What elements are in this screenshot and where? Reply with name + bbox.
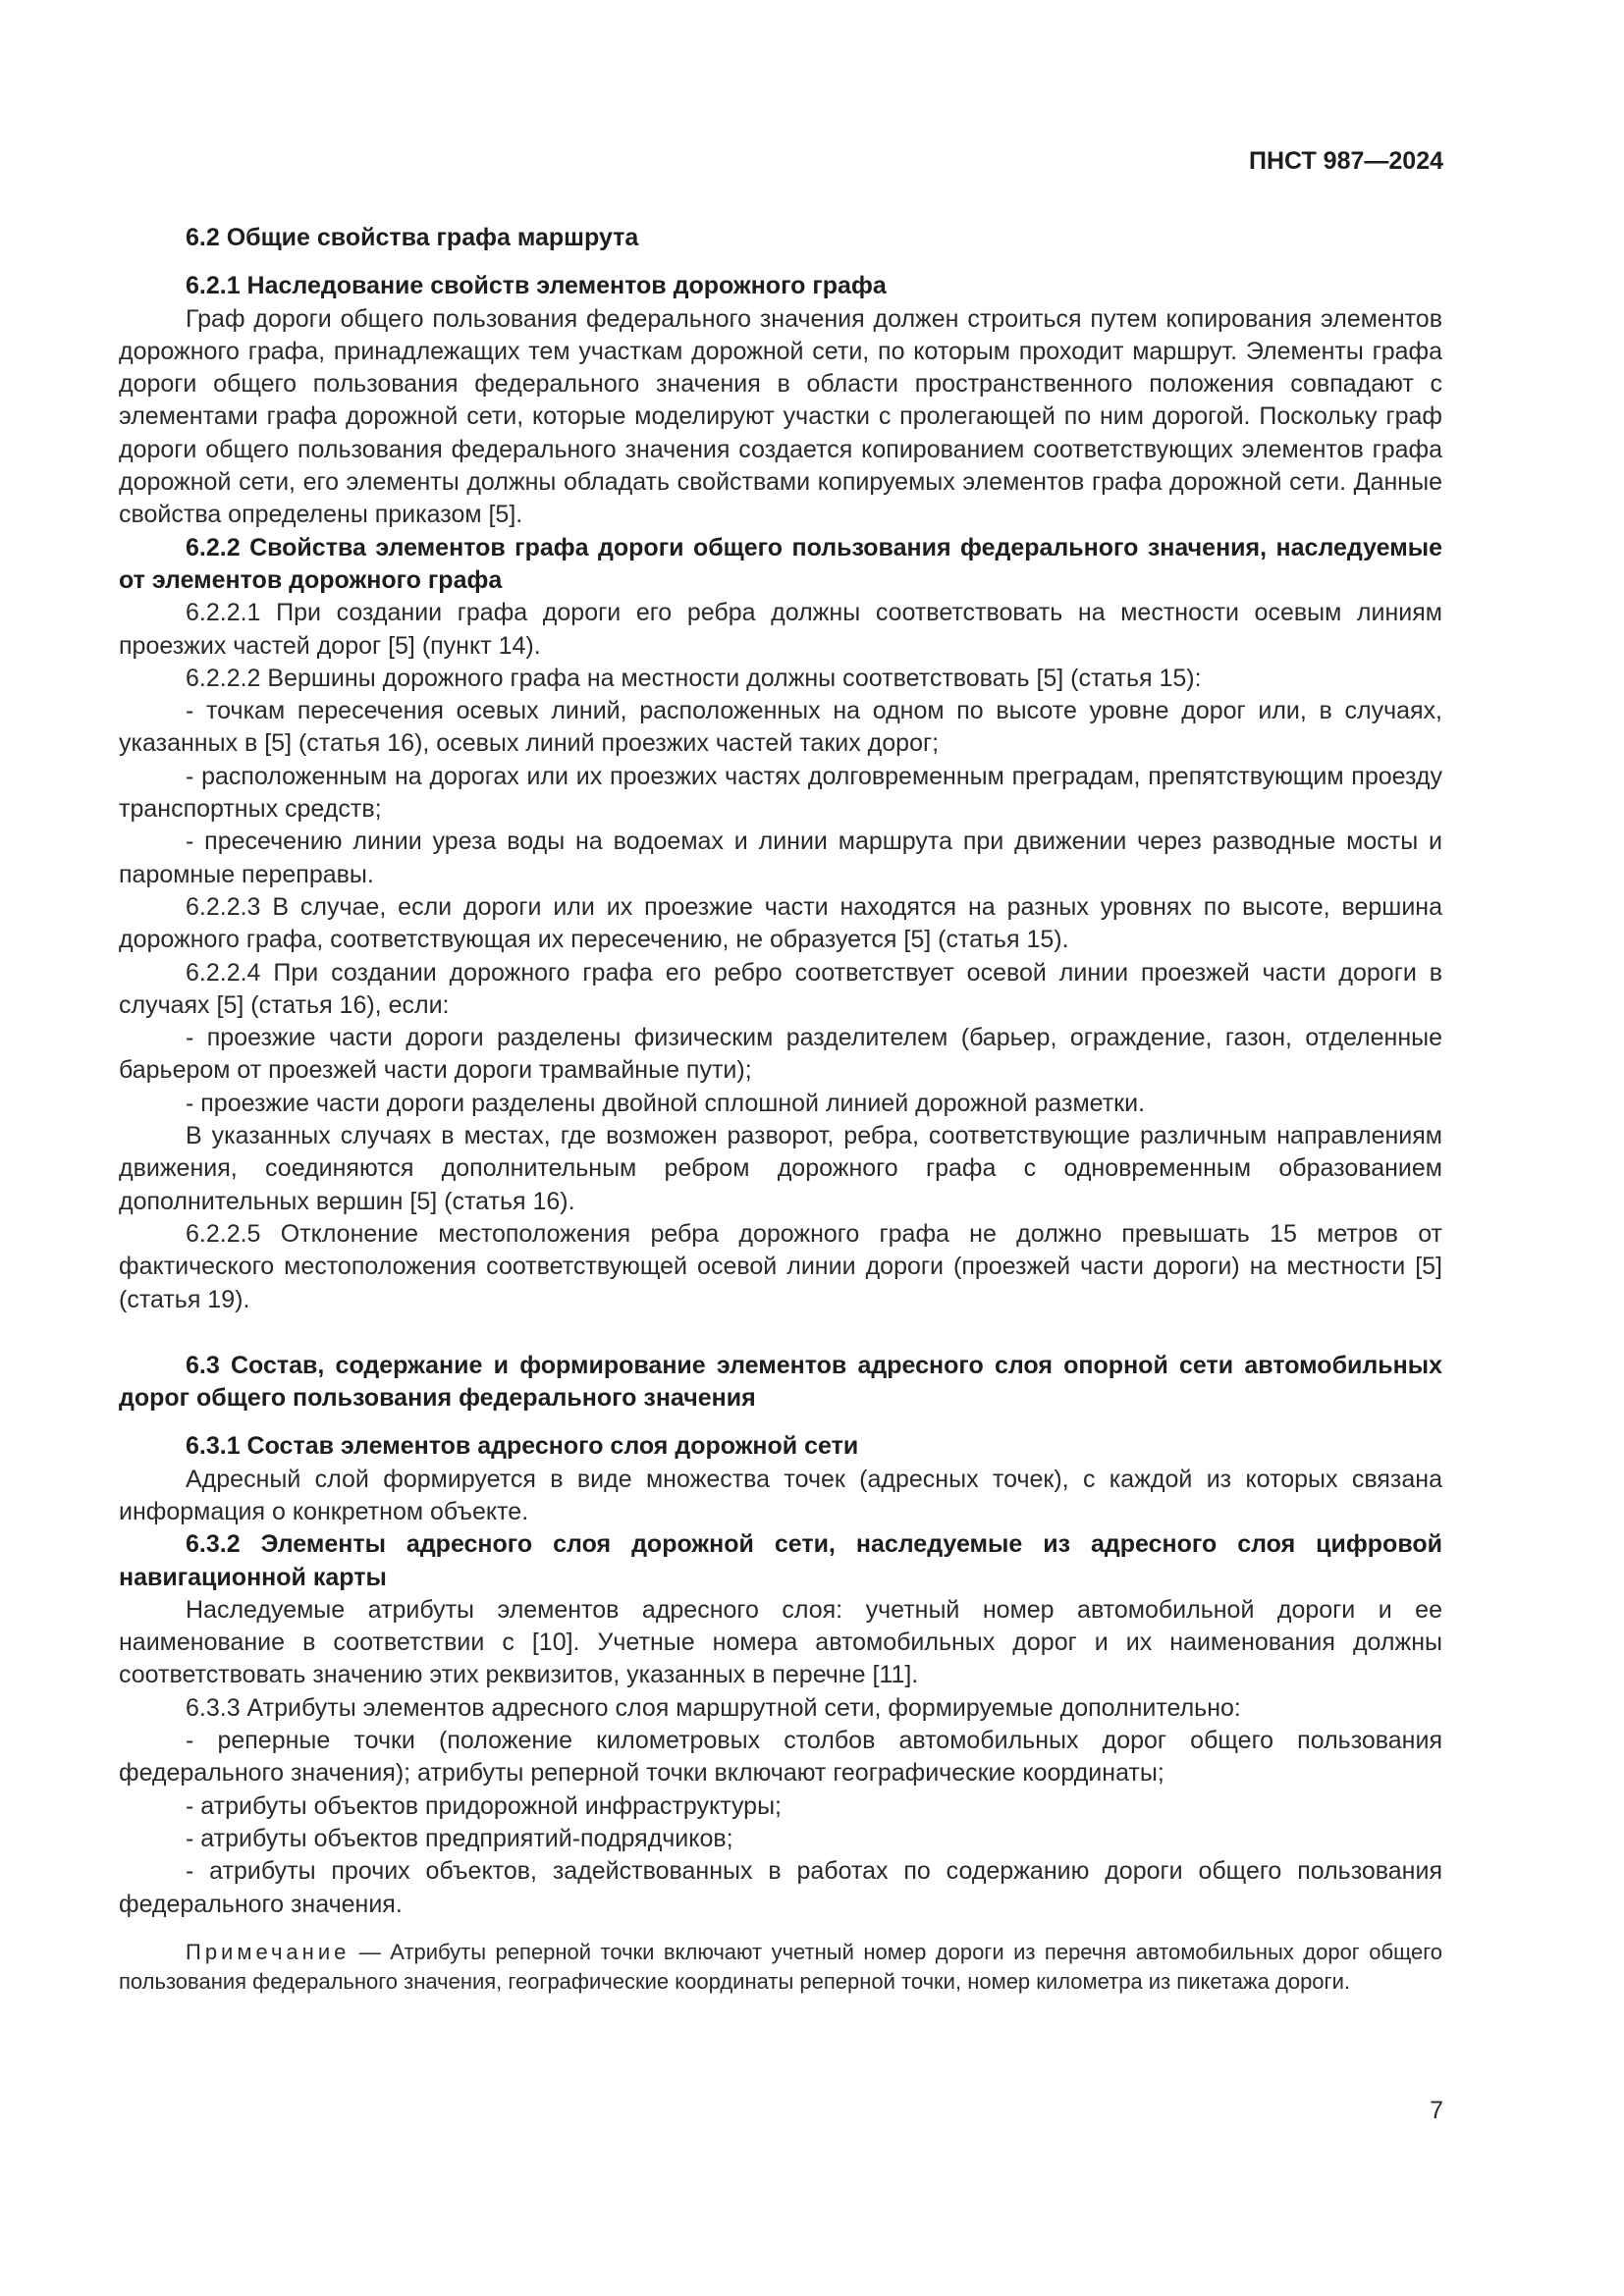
document-code: ПНСТ 987—2024	[1249, 147, 1443, 175]
paragraph: 6.2.2.2 Вершины дорожного графа на местности должны соответствовать [5] (статья 15):	[186, 664, 1202, 692]
list-item: - проезжие части дороги разделены физическим разделителем (барьер, ограждение, газон, отделенные барьером от проезжей части дороги трамвайные пути);	[119, 1024, 1442, 1085]
subsection-heading-6-3-2: 6.3.2 Элементы адресного слоя дорожной сети, наследуемые из адресного слоя цифровой навигационной карты	[119, 1530, 1442, 1591]
note-label: Примечание	[186, 1939, 351, 1964]
subsection-heading-6-2-2: 6.2.2 Свойства элементов графа дороги общего пользования федерального значения, наследуемые от элементов дорожного графа	[119, 533, 1442, 594]
page-number: 7	[1430, 2097, 1443, 2124]
list-item: - пресечению линии уреза воды на водоемах и линии маршрута при движении через разводные мосты и паромные переправы.	[119, 828, 1442, 888]
list-item: - атрибуты объектов предприятий-подрядчиков;	[186, 1824, 733, 1852]
section-heading-6-2: 6.2 Общие свойства графа маршрута	[186, 224, 639, 251]
section-heading-6-3: 6.3 Состав, содержание и формирование элементов адресного слоя опорной сети автомобильных дорог общего пользования федерального значения	[119, 1351, 1442, 1413]
paragraph: 6.2.2.1 При создании графа дороги его ребра должны соответствовать на местности осевым линиям проезжих частей дорог [5] (пункт 14).	[119, 599, 1442, 660]
paragraph: Наследуемые атрибуты элементов адресного слоя: учетный номер автомобильной дороги и ее наименование в соответствии с [10]. Учетные номера автомобильных дорог и их наименования должны соответствовать значению этих реквизитов, указанных в перечне [11].	[119, 1595, 1442, 1689]
note	[119, 1938, 1442, 1997]
paragraph: 6.2.2.4 При создании дорожного графа его ребро соответствует осевой линии проезжей части дороги в случаях [5] (статья 16), если:	[119, 958, 1442, 1019]
paragraph: 6.3.3 Атрибуты элементов адресного слоя маршрутной сети, формируемые дополнительно:	[186, 1693, 1241, 1722]
paragraph: 6.2.2.5 Отклонение местоположения ребра дорожного графа не должно превышать 15 метров от фактического местоположения соответствующей осевой линии дороги (проезжей части дороги) на местности [5] (статья 19).	[119, 1219, 1442, 1313]
subsection-heading-6-3-1: 6.3.1 Состав элементов адресного слоя дорожной сети	[186, 1432, 859, 1461]
note-dash: —	[350, 1939, 391, 1964]
list-item: - точкам пересечения осевых линий, расположенных на одном по высоте уровне дорог или, в случаях, указанных в [5] (статья 16), осевых линий проезжих частей таких дорог;	[119, 697, 1442, 758]
list-item: - реперные точки (положение километровых столбов автомобильных дорог общего пользования федерального значения); атрибуты реперной точки включают географические координаты;	[119, 1727, 1442, 1788]
list-item: - проезжие части дороги разделены двойной сплошной линией дорожной разметки.	[186, 1089, 1146, 1117]
list-item: - атрибуты объектов придорожной инфраструктуры;	[186, 1791, 782, 1820]
subsection-heading-6-2-1: 6.2.1 Наследование свойств элементов дорожного графа	[186, 272, 887, 300]
document-body	[119, 222, 1442, 1997]
list-item: - расположенным на дорогах или их проезжих частях долговременным преградам, препятствующим проезду транспортных средств;	[119, 762, 1442, 824]
paragraph: Адресный слой формируется в виде множества точек (адресных точек), с каждой из которых связана информация о конкретном объекте.	[119, 1465, 1442, 1525]
note-text: Атрибуты реперной точки включают учетный номер дороги из перечня автомобильных дорог общего пользования федерального значения, географические координаты реперной точки, номер километра из пикетажа дороги.	[119, 1939, 1442, 1994]
paragraph: В указанных случаях в местах, где возможен разворот, ребра, соответствующие различным направлениям движения, соединяются дополнительным ребром дорожного графа с одновременным образованием дополнительных вершин [5] (статья 16).	[119, 1122, 1442, 1215]
paragraph: Граф дороги общего пользования федерального значения должен строиться путем копирования элементов дорожного графа, принадлежащих тем участкам дорожной сети, по которым проходит маршрут. Элементы графа дороги общего пользования федерального значения в области пространственного положения совпадают с элементами графа дорожной сети, которые моделируют участки с пролегающей по ним дорогой. Поскольку граф дороги общего пользования федерального значения создается копированием соответствующих элементов графа дорожной сети, его элементы должны обладать свойствами копируемых элементов графа дорожной сети. Данные свойства определены приказом [5].	[119, 304, 1442, 529]
list-item: - атрибуты прочих объектов, задействованных в работах по содержанию дороги общего пользования федерального значения.	[119, 1857, 1442, 1918]
paragraph: 6.2.2.3 В случае, если дороги или их проезжие части находятся на разных уровнях по высоте, вершина дорожного графа, соответствующая их пересечению, не образуется [5] (статья 15).	[119, 892, 1442, 954]
